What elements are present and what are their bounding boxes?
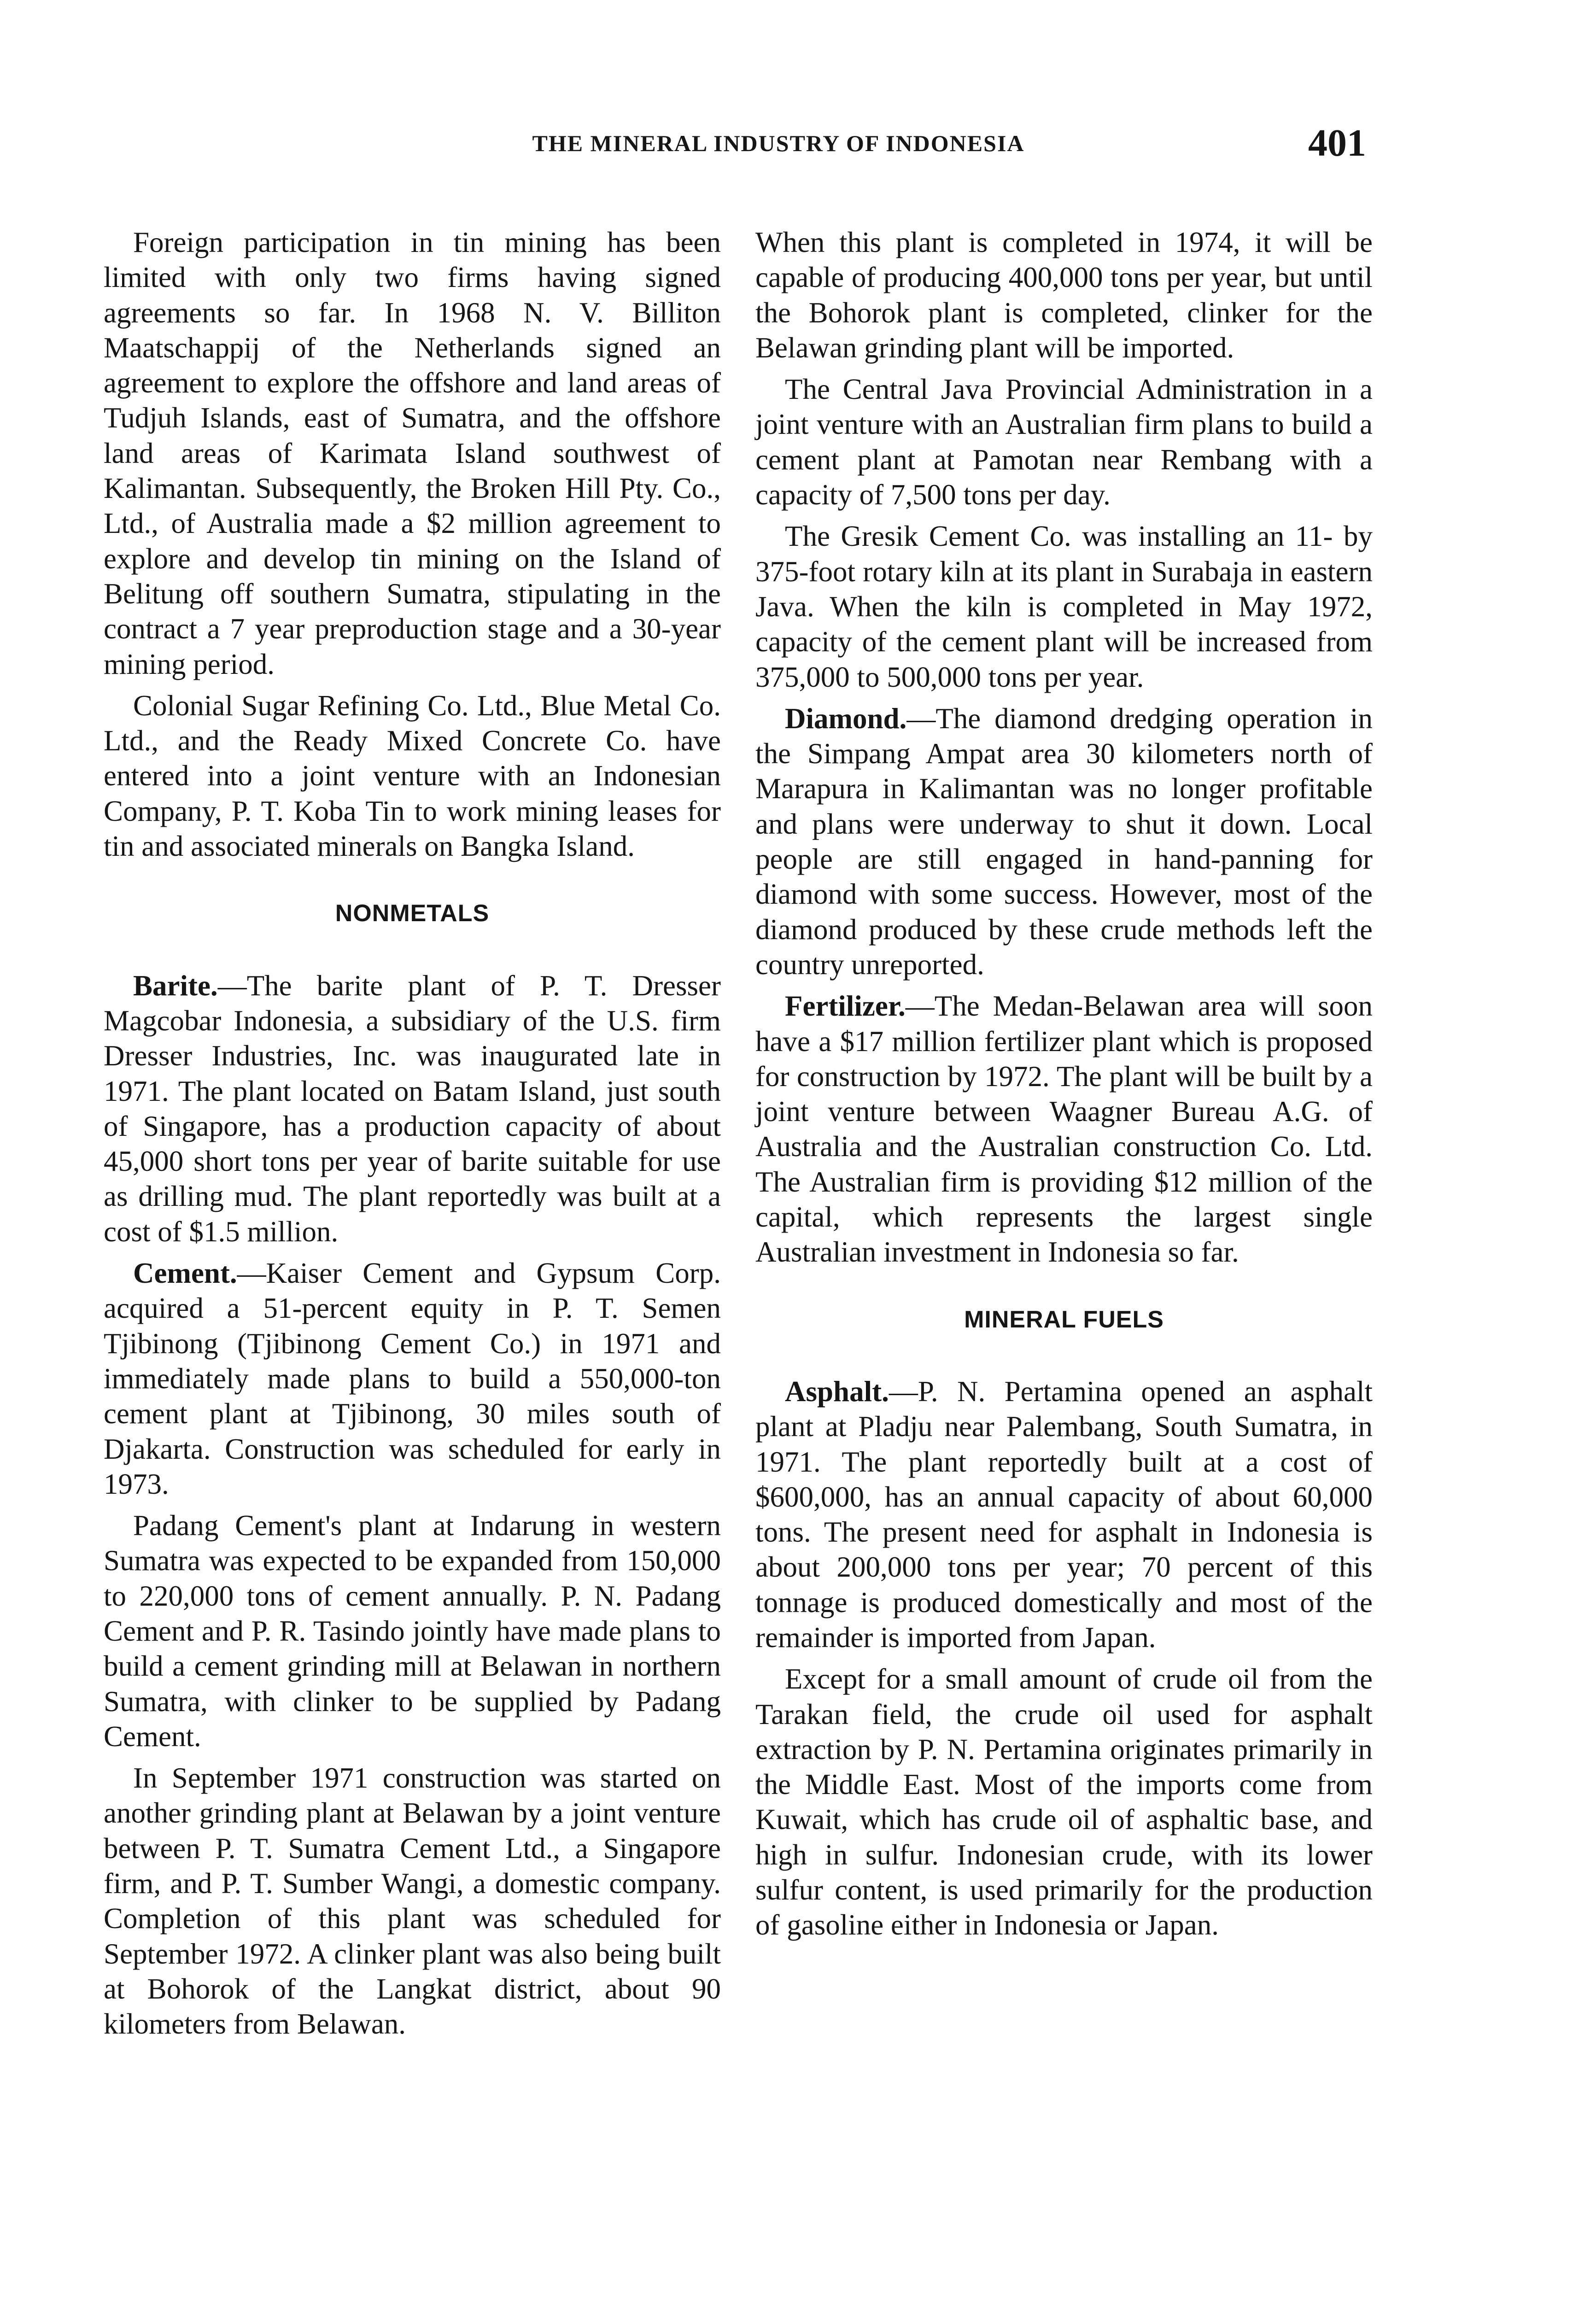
paragraph-central-java: The Central Java Provincial Administration in a joint venture with an Australian firm plans to build a cement plant at Pamotan near Rembang with a capacity of 7,500 tons per day.	[755, 373, 1373, 511]
paragraph-foreign-participation: Foreign participation in tin mining has been limited with only two firms having signed agreements so far. In 1968 N. V. Billiton Maatschappij of the Netherlands signed an agreement to explore the offshore and land areas of Tudjuh Islands, east of Sumatra, and the offshore land areas of Karimata Island southwest of Kalimantan. Subsequently, the Broken Hill Pty. Co., Ltd., of Australia made a $2 million agreement to explore and develop tin mining on the Island of Belitung off southern Sumatra, stipulating in the contract a 7 year preproduction stage and a 30-year mining period.	[104, 226, 721, 680]
paragraph-fertilizer-text: —The Medan-Belawan area will soon have a $17 million fertilizer plant which is proposed for construction by 1972. The plant will be built by a joint venture between Waagner Bureau A.G. of Australia and the Australian construction Co. Ltd. The Australian firm is providing $12 million of the capital, which represents the largest single Australian investment in Indonesia so far.	[755, 990, 1373, 1268]
running-head-title: THE MINERAL INDUSTRY OF INDONESIA	[532, 130, 1025, 156]
paragraph-cement	[104, 1256, 721, 1502]
right-column	[755, 225, 1373, 1949]
run-in-heading-cement: Cement.	[133, 1257, 237, 1290]
section-heading-mineral-fuels: MINERAL FUELS	[964, 1306, 1164, 1333]
run-in-heading-diamond: Diamond.	[785, 702, 907, 735]
paragraph-barite-text: —The barite plant of P. T. Dresser Magcobar Indonesia, a subsidiary of the U.S. firm Dresser Industries, Inc. was inaugurated late in 1971. The plant located on Batam Island, just south of Singapore, has a production capacity of about 45,000 short tons per year of barite suitable for use as drilling mud. The plant reportedly was built at a cost of $1.5 million.	[104, 969, 721, 1248]
paragraph-colonial-sugar: Colonial Sugar Refining Co. Ltd., Blue Metal Co. Ltd., and the Ready Mixed Concrete Co. have entered into a joint venture with an Indonesian Company, P. T. Koba Tin to work mining leases for tin and associated minerals on Bangka Island.	[104, 689, 721, 863]
left-column	[104, 225, 721, 2048]
paragraph-asphalt-text: —P. N. Pertamina opened an asphalt plant at Pladju near Palembang, South Sumatra, in 1971. The plant reportedly built at a cost of $600,000, has an annual capacity of about 60,000 tons. The present need for asphalt in Indonesia is about 200,000 tons per year; 70 percent of this tonnage is produced domestically and most of the remainder is imported from Japan.	[755, 1375, 1373, 1654]
paragraph-gresik-cement: The Gresik Cement Co. was installing an 11- by 375-foot rotary kiln at its plant in Surabaja in eastern Java. When the kiln is completed in May 1972, capacity of the cement plant will be increased from 375,000 to 500,000 tons per year.	[755, 520, 1373, 693]
paragraph-september-1971: In September 1971 construction was started on another grinding plant at Belawan by a joint venture between P. T. Sumatra Cement Ltd., a Singapore firm, and P. T. Sumber Wangi, a domestic company. Completion of this plant was scheduled for September 1972. A clinker plant was also being built at Bohorok of the Langkat district, about 90 kilometers from Belawan.	[104, 1762, 721, 2040]
section-heading-nonmetals: NONMETALS	[335, 900, 490, 927]
paragraph-barite	[104, 968, 721, 1249]
paragraph-continued-belawan: When this plant is completed in 1974, it will be capable of producing 400,000 tons per year, but until the Bohorok plant is completed, clinker for the Belawan grinding plant will be imported.	[755, 226, 1373, 364]
paragraph-diamond	[755, 701, 1373, 982]
paragraph-fertilizer	[755, 988, 1373, 1269]
run-in-heading-asphalt: Asphalt.	[785, 1375, 889, 1408]
paragraph-diamond-text: —The diamond dredging operation in the Simpang Ampat area 30 kilometers north of Marapura in Kalimantan was no longer profitable and plans were underway to shut it down. Local people are still engaged in hand-panning for diamond with some success. However, most of the diamond produced by these crude methods left the country unreported.	[755, 702, 1373, 981]
paragraph-cement-text: —Kaiser Cement and Gypsum Corp. acquired a 51-percent equity in P. T. Semen Tjibinong (Tjibinong Cement Co.) in 1971 and immediately made plans to build a 550,000-ton cement plant at Tjibinong, 30 miles south of Djakarta. Construction was scheduled for early in 1973.	[104, 1257, 721, 1500]
page-number: 401	[1308, 122, 1366, 164]
paragraph-padang-cement: Padang Cement's plant at Indarung in western Sumatra was expected to be expanded from 150,000 to 220,000 tons of cement annually. P. N. Padang Cement and P. R. Tasindo jointly have made plans to build a cement grinding mill at Belawan in northern Sumatra, with clinker to be supplied by Padang Cement.	[104, 1509, 721, 1753]
paragraph-crude-oil: Except for a small amount of crude oil from the Tarakan field, the crude oil used for asphalt extraction by P. N. Pertamina originates primarily in the Middle East. Most of the imports come from Kuwait, which has crude oil of asphaltic base, and high in sulfur. Indonesian crude, with its lower sulfur content, is used primarily for the production of gasoline either in Indonesia or Japan.	[755, 1663, 1373, 1941]
paragraph-asphalt	[755, 1374, 1373, 1655]
run-in-heading-barite: Barite.	[133, 969, 218, 1002]
run-in-heading-fertilizer: Fertilizer.	[785, 990, 906, 1023]
